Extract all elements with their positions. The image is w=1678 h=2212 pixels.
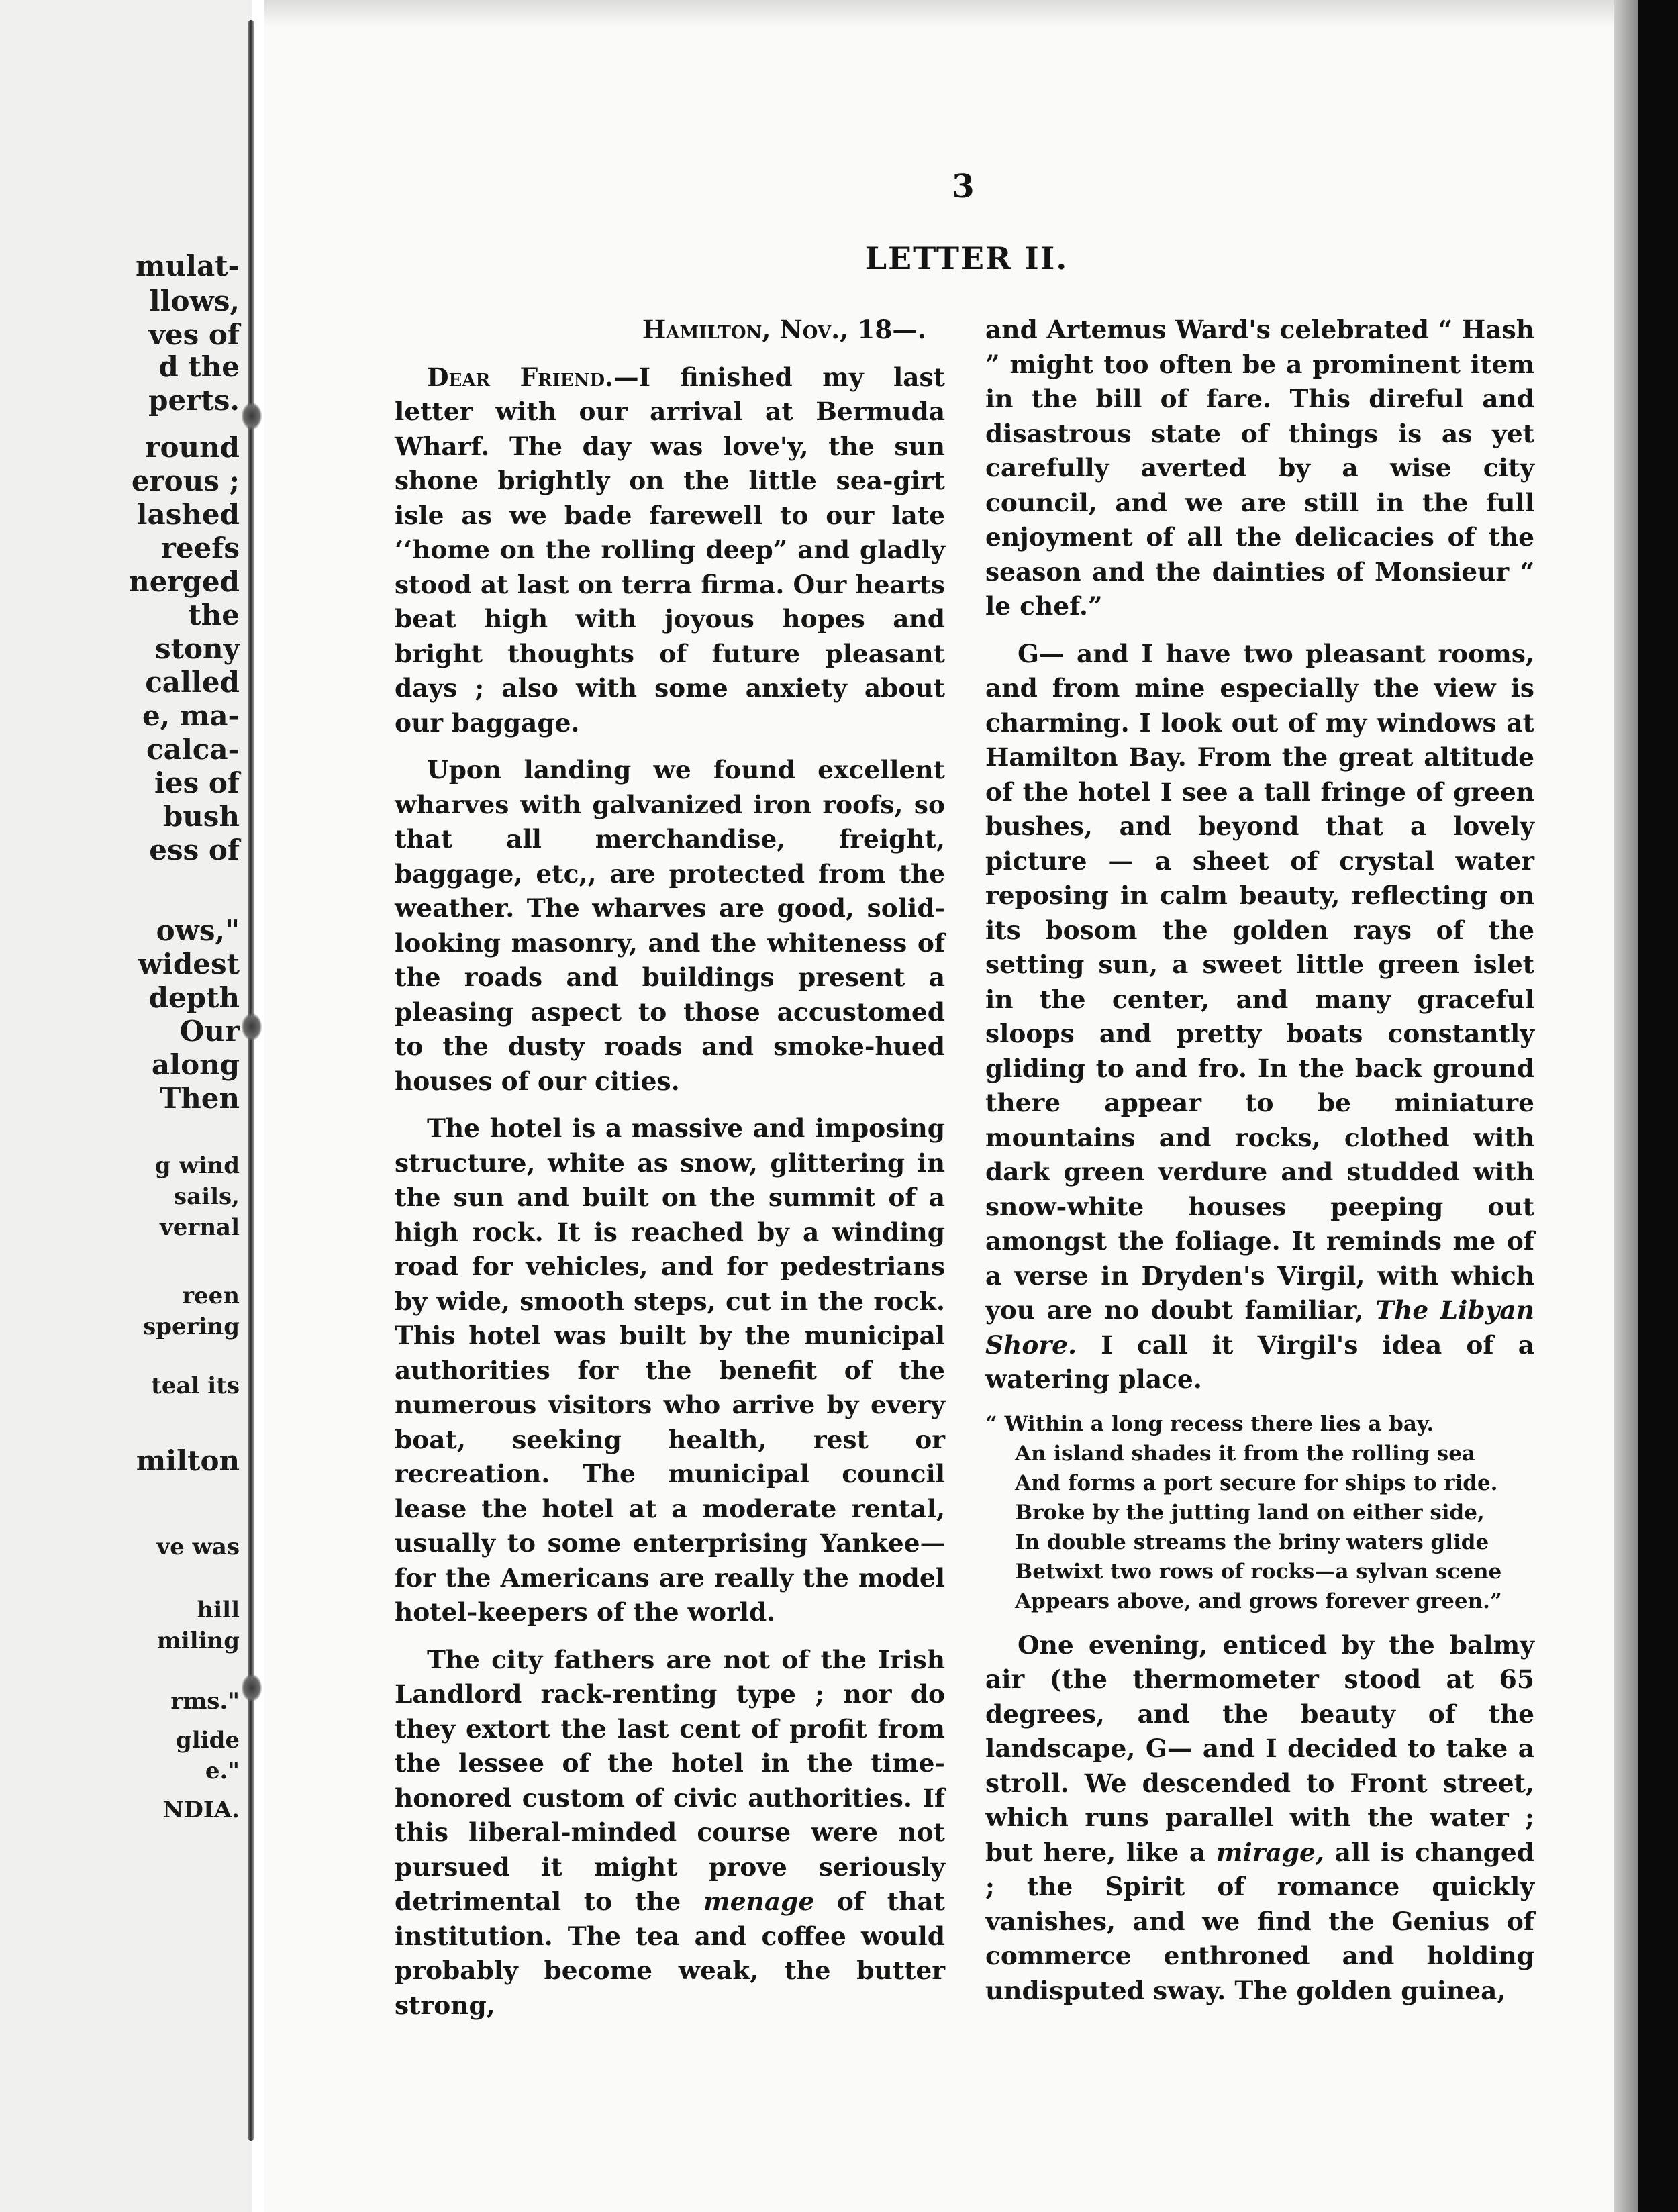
binding-knot xyxy=(242,1674,262,1701)
binding-thread xyxy=(248,20,254,2141)
salutation: Dear Friend. xyxy=(427,362,614,392)
binding-knot xyxy=(242,1013,262,1040)
verse-line: An island shades it from the rolling sea xyxy=(1015,1441,1476,1466)
left-fragment: widest xyxy=(138,948,240,981)
paragraph-text: all is changed ; the Spirit of romance quickly vanishes, and we find the Genius of commerce enthroned and holding undisputed sway. The golden guinea, xyxy=(985,1837,1534,2005)
left-fragment: d the xyxy=(158,350,240,383)
text-column-left xyxy=(395,313,945,2023)
left-fragment: depth xyxy=(148,981,240,1014)
left-fragment: milton xyxy=(136,1444,240,1477)
left-fragment: g wind xyxy=(154,1152,240,1179)
verse-line: “ Within a long recess there lies a bay. xyxy=(985,1411,1434,1436)
left-fragment: round xyxy=(145,431,240,464)
left-fragment: e." xyxy=(205,1758,240,1784)
verse-line: Broke by the jutting land on either side, xyxy=(1015,1500,1485,1525)
left-fragment: Our xyxy=(179,1015,240,1048)
left-fragment: miling xyxy=(156,1627,240,1654)
text-column-right xyxy=(985,313,1534,2008)
left-fragment: vernal xyxy=(160,1214,240,1241)
letter-heading: LETTER II. xyxy=(865,240,1069,276)
left-fragment: ve was xyxy=(156,1534,240,1560)
paragraph-continued: and Artemus Ward's celebrated “ Hash ” might too often be a prominent item in the bill of fare. This direful and disastrous state of things is as yet carefully averted by a wise city council, and we are still in the full enjoyment of all the delicacies of the season and the dainties of Monsieur “ le chef.” xyxy=(985,315,1534,621)
verse-line: Betwixt two rows of rocks—a sylvan scene xyxy=(1015,1559,1502,1584)
verse-quotation xyxy=(985,1409,1534,1616)
paragraph xyxy=(985,637,1534,1397)
page-edge-shadow xyxy=(1614,0,1638,2212)
verse-line: And forms a port secure for ships to ride. xyxy=(1015,1470,1498,1495)
paragraph-text: —I finished my last letter with our arrival at Bermuda Wharf. The day was love'y, the sun shone brightly on the little sea-girt isle as we bade farewell to our late ‘‘home on the rolling deep” and gladly stood at last on terra firma. Our hearts beat high with joyous hopes and bright thoughts of future pleasant days ; also with some anxiety about our baggage. xyxy=(395,362,945,738)
left-fragment: hill xyxy=(197,1597,240,1623)
paragraph xyxy=(985,1628,1534,2009)
paragraph-text: of that institution. The tea and coffee would probably become weak, the butter strong, xyxy=(395,1887,945,2020)
italic-word: menage xyxy=(703,1887,815,1916)
left-fragment: sails, xyxy=(174,1183,240,1210)
book-spine xyxy=(242,0,264,2212)
left-fragment: spering xyxy=(143,1313,240,1340)
paragraph: Upon landing we found excellent wharves with galvanized iron roofs, so that all merchandise, freight, baggage, etc,, are protected from the weather. The wharves are good, solid-looking masonry, and the whiteness of the roads and buildings present a pleasing aspect to those accustomed to the dusty roads and smoke-hued houses of our cities. xyxy=(395,755,945,1096)
left-fragment: along xyxy=(151,1048,240,1081)
page-number: 3 xyxy=(952,168,975,205)
left-fragment: mulat- xyxy=(136,250,240,283)
left-fragment: ves of xyxy=(148,318,240,351)
left-fragment: reen xyxy=(182,1283,240,1309)
scan-border xyxy=(1638,0,1678,2212)
left-fragment: ows," xyxy=(156,914,240,947)
page-top-edge xyxy=(264,0,1638,27)
left-fragment: NDIA. xyxy=(162,1797,240,1823)
verse-line: In double streams the briny waters glide xyxy=(1015,1529,1489,1554)
left-fragment: glide xyxy=(175,1727,240,1754)
binding-knot xyxy=(242,403,262,430)
paragraph: The hotel is a massive and imposing structure, white as snow, glittering in the sun and built on the summit of a high rock. It is reached by a winding road for vehicles, and for pedestrians by wide, smooth steps, cut in the rock. This hotel was built by the municipal authorities for the benefit of the numerous visitors who arrive by every boat, seeking health, rest or recreation. The municipal council lease the hotel at a moderate rental, usually to some enterprising Yankee—for the Americans are really the model hotel-keepers of the world. xyxy=(395,1113,945,1627)
left-fragment: reefs xyxy=(160,532,240,564)
italic-word: mirage, xyxy=(1216,1837,1324,1867)
left-fragment: ess of xyxy=(149,834,240,866)
left-fragment: Then xyxy=(159,1082,240,1115)
left-page-edge xyxy=(0,0,252,2212)
left-fragment: llows, xyxy=(149,285,240,317)
left-fragment: teal its xyxy=(151,1372,240,1399)
left-fragment: perts. xyxy=(148,384,240,417)
left-fragment: nerged xyxy=(129,565,240,598)
paragraph xyxy=(395,1643,945,2023)
paragraph-text: G— and I have two pleasant rooms, and from mine especially the view is charming. I look out of my windows at Hamilton Bay. From the great altitude of the hotel I see a tall fringe of green bushes, and beyond that a lovely picture — a sheet of crystal water reposing in calm beauty, reflecting on its bosom the golden rays of the setting sun, a sweet little green islet in the center, and many graceful sloops and pretty boats constantly gliding to and fro. In the back ground there appear to be miniature mountains and rocks, clothed with dark green verdure and studded with snow-white houses peeping out amongst the foliage. It reminds me of a verse in Dryden's Virgil, with which you are no doubt familiar, xyxy=(985,638,1534,1325)
left-fragment: stony xyxy=(155,632,240,665)
paragraph-text: One evening, enticed by the balmy air (the thermometer stood at 65 degrees, and the beauty of the landscape, G— and I decided to take a stroll. We descended to Front street, which runs parallel with the water ; but here, like a xyxy=(985,1629,1534,1867)
paragraph-text: The city fathers are not of the Irish Landlord rack-renting type ; nor do they extort the last cent of profit from the lessee of the hotel in the time-honored custom of civic authorities. If this liberal-minded course were not pursued it might prove seriously detrimental to the xyxy=(395,1644,945,1916)
paragraph-text: I call it Virgil's idea of a watering place. xyxy=(985,1329,1534,1394)
left-fragment: the xyxy=(188,599,240,632)
paragraph xyxy=(395,360,945,741)
left-fragment: called xyxy=(145,666,240,699)
left-fragment: bush xyxy=(162,800,240,833)
left-fragment: ies of xyxy=(154,766,240,799)
left-fragment: lashed xyxy=(136,498,240,531)
book-title: The Libyan Shore. xyxy=(985,1295,1534,1360)
verse-line: Appears above, and grows forever green.” xyxy=(1015,1589,1502,1613)
left-fragment: e, ma- xyxy=(142,699,240,732)
left-fragment: erous ; xyxy=(131,464,240,497)
left-fragment: rms." xyxy=(170,1688,240,1715)
left-fragment: calca- xyxy=(146,733,240,766)
dateline: Hamilton, Nov., 18—. xyxy=(642,315,926,344)
